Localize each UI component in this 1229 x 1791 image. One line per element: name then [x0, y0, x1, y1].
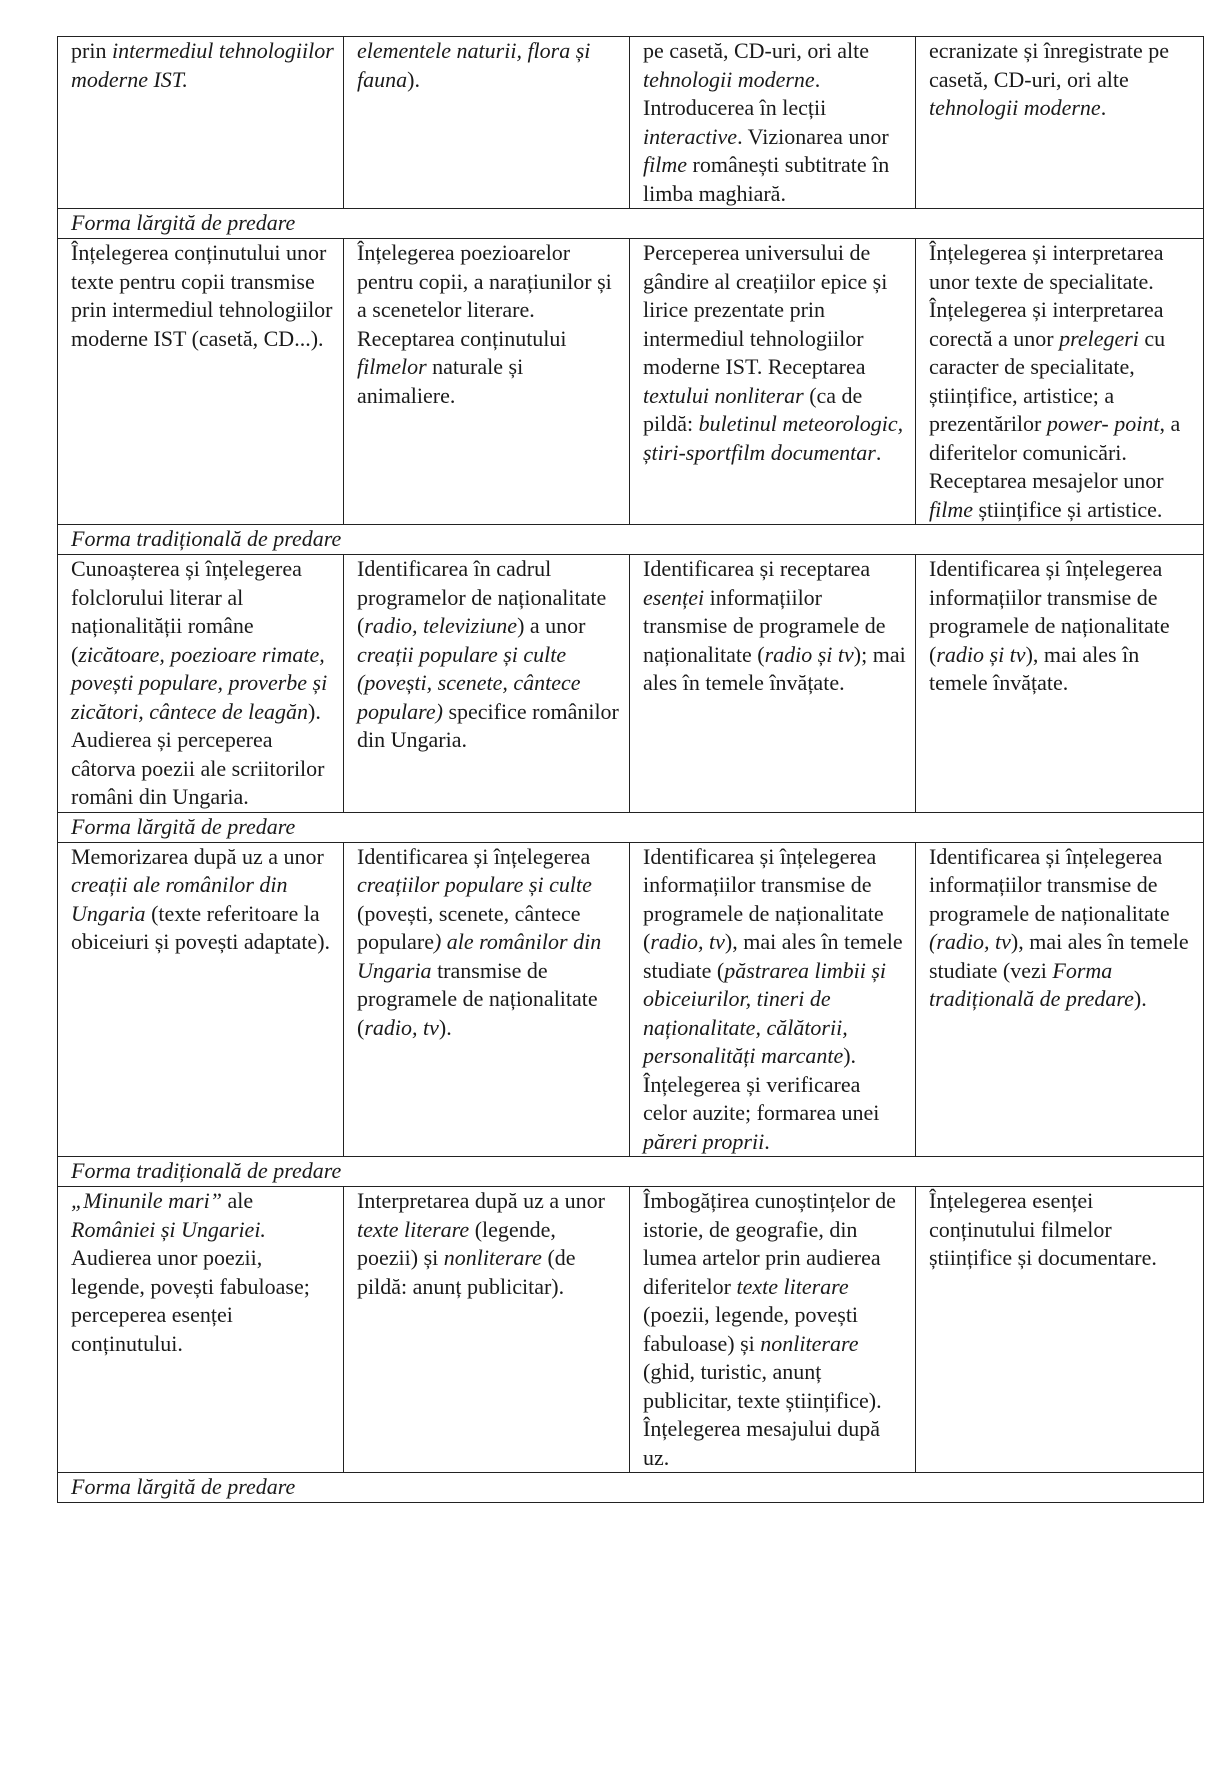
teaching-form-label: Forma tradițională de predare: [58, 525, 1204, 555]
table-cell-col-2: [344, 555, 630, 813]
table-cell-col-2: [344, 842, 630, 1157]
cell-text: Identificarea și receptarea: [643, 556, 871, 581]
cell-text: . Introducerea în lecții: [643, 66, 827, 120]
italic-text: (radio, tv: [929, 929, 1011, 954]
table-cell-col-3: [630, 842, 916, 1157]
table-cell-col-3: [630, 1187, 916, 1473]
table-cell-col-3: [630, 37, 916, 209]
table-cell-col-3: [630, 239, 916, 525]
table-cell-col-1: [58, 239, 344, 525]
cell-text: ale: [227, 1188, 254, 1213]
table-cell-col-3: [630, 555, 916, 813]
cell-text: Cunoașterea și înțelegerea folclorului literar al naționalității române (: [71, 556, 302, 667]
table-row: [58, 1187, 1204, 1473]
table-row: [58, 555, 1204, 813]
italic-text: film documentar: [731, 439, 876, 465]
italic-text: păreri proprii: [643, 1128, 765, 1154]
cell-text: Înțelegerea conținutului unor texte pentru copii transmise prin intermediul tehnologiilor moderne IST (casetă, CD...).: [71, 240, 333, 351]
teaching-form-label: Forma lărgită de predare: [58, 1473, 1204, 1503]
teaching-form-row: [58, 525, 1204, 555]
italic-text: power- point: [1046, 411, 1160, 436]
table-row: [58, 37, 1204, 209]
table-cell-col-4: [916, 842, 1204, 1157]
cell-text: (poezii, legende, povești fabuloase) și: [643, 1302, 859, 1356]
table-cell-col-4: [916, 1187, 1204, 1473]
cell-text: ).: [843, 1043, 857, 1068]
cell-text: specifice românilor din Ungaria.: [357, 698, 619, 752]
cell-text: ), mai ales în temele învățate.: [929, 641, 1140, 695]
italic-text: filmelor: [357, 354, 427, 379]
cell-text: Identificarea și înțelegerea informațiilor transmise de programele de naționalitate (: [643, 843, 884, 954]
cell-text: cu caracter de specialitate, științifice, artistice; a prezentărilor: [929, 325, 1166, 436]
italic-text: nonliterare: [760, 1330, 859, 1356]
italic-text: filme: [929, 496, 973, 522]
cell-text: Identificarea în cadrul programelor de naționalitate (: [357, 556, 607, 638]
cell-text: Perceperea universului de gândire al creațiilor epice și lirice prezentate prin intermediul tehnologiilor moderne IST. Receptarea: [643, 240, 888, 379]
italic-text: nonliterare: [443, 1245, 542, 1270]
italic-text: radio, tv: [650, 929, 725, 954]
cell-text: .: [764, 1128, 770, 1154]
italic-text: păstrarea limbii și obiceiurilor, tineri de naționalitate, călătorii, personalități marcante: [643, 957, 887, 1068]
teaching-form-label: Forma lărgită de predare: [58, 812, 1204, 842]
italic-text: intermediul tehnologiilor moderne IST.: [71, 38, 334, 92]
teaching-form-row: [58, 209, 1204, 239]
italic-text: „Minunile mari”: [71, 1188, 228, 1213]
italic-text: ) ale românilor din Ungaria: [357, 929, 602, 983]
cell-text: Îmbogățirea cunoștințelor de istorie, de geografie, din lumea artelor prin audierea diferitelor: [643, 1188, 896, 1299]
curriculum-table: [57, 36, 1204, 1503]
cell-text: Înțelegerea poezioarelor pentru copii, a narațiunilor și a scenetelor literare. Receptarea conținutului: [357, 240, 612, 351]
italic-text: textului nonliterar: [643, 382, 804, 408]
table-cell-col-2: [344, 239, 630, 525]
cell-text: științifice și artistice.: [973, 496, 1163, 522]
cell-text: Înțelegerea și interpretarea corectă a unor: [929, 297, 1164, 351]
teaching-form-label: Forma lărgită de predare: [58, 209, 1204, 239]
table-cell-col-4: [916, 37, 1204, 209]
teaching-form-row: [58, 1157, 1204, 1187]
italic-text: filme: [643, 152, 687, 177]
cell-text: românești subtitrate în limba maghiară.: [643, 152, 890, 206]
teaching-form-row: [58, 1473, 1204, 1503]
italic-text: creații ale românilor din Ungaria: [71, 872, 288, 926]
cell-text: (povești, scenete, cântece populare: [357, 900, 581, 954]
italic-text: radio și tv: [764, 641, 854, 667]
cell-text: prin: [71, 38, 112, 63]
italic-text: esenței: [643, 584, 705, 610]
cell-text: transmise de programele de naționalitate (: [357, 957, 598, 1040]
cell-text: (ghid, turistic, anunț publicitar, texte științifice). Înțelegerea mesajului după uz.: [643, 1359, 882, 1470]
cell-text: (de pildă: anunț publicitar).: [357, 1245, 576, 1299]
cell-text: .: [1100, 95, 1107, 120]
cell-text: .: [875, 439, 882, 465]
cell-text: ).: [407, 66, 420, 92]
table-cell-col-1: [58, 555, 344, 813]
italic-text: prelegeri: [1059, 325, 1139, 351]
cell-text: Memorizarea după uz a unor: [71, 843, 324, 869]
table-cell-col-1: [58, 842, 344, 1157]
table-cell-col-4: [916, 239, 1204, 525]
table-cell-col-4: [916, 555, 1204, 813]
cell-text: Identificarea și înțelegerea informațiilor transmise de programele de naționalitate (: [929, 556, 1170, 667]
italic-text: Forma tradițională de predare: [929, 957, 1134, 1011]
cell-text: ); mai ales în temele învățate.: [643, 641, 906, 695]
cell-text: Audierea unor poezii, legende, povești fabuloase; perceperea esenței conținutului.: [71, 1245, 310, 1356]
italic-text: elementele naturii, flora și fauna: [357, 38, 591, 92]
teaching-form-label: Forma tradițională de predare: [58, 1157, 1204, 1187]
italic-text: radio, televiziune: [364, 613, 518, 638]
italic-text: texte literare: [357, 1216, 470, 1242]
cell-text: Înțelegerea și interpretarea unor texte de specialitate.: [929, 240, 1164, 294]
cell-text: ), mai ales în temele studiate (vezi: [929, 929, 1189, 983]
cell-text: ecranizate și înregistrate pe casetă, CD-uri, ori alte: [929, 38, 1170, 92]
cell-text: (ca de pildă:: [643, 382, 863, 436]
table-cell-col-1: [58, 37, 344, 209]
italic-text: buletinul meteorologic, știri-sport: [643, 411, 904, 465]
italic-text: creații populare și culte (povești, scenete, cântece populare): [357, 641, 581, 724]
cell-text: ).: [438, 1014, 452, 1040]
cell-text: Interpretarea după uz a unor: [357, 1188, 605, 1213]
teaching-form-row: [58, 812, 1204, 842]
cell-text: pe casetă, CD-uri, ori alte: [643, 38, 870, 63]
table-cell-col-1: [58, 1187, 344, 1473]
table-cell-col-2: [344, 1187, 630, 1473]
cell-text: ).: [308, 698, 321, 724]
cell-text: . Vizionarea unor: [737, 123, 889, 149]
italic-text: zicătoare, poezioare rimate, povești populare, proverbe și zicători, cântece de leagăn: [71, 641, 328, 724]
cell-text: Înțelegerea esenței conținutului filmelor științifice și documentare.: [929, 1188, 1157, 1270]
italic-text: creațiilor populare și culte: [357, 872, 592, 897]
cell-text: , a diferitelor comunicări.: [929, 411, 1181, 465]
cell-text: naturale și animaliere.: [357, 354, 524, 408]
cell-text: Înțelegerea și verificarea celor auzite; formarea unei: [643, 1071, 880, 1125]
italic-text: radio și tv: [936, 641, 1026, 667]
cell-text: ).: [1133, 986, 1147, 1011]
table-row: [58, 239, 1204, 525]
italic-text: tehnologii moderne: [929, 95, 1101, 120]
cell-text: ) a unor: [517, 613, 586, 638]
table-cell-col-2: [344, 37, 630, 209]
cell-text: ), mai ales în temele studiate (: [643, 929, 903, 983]
italic-text: interactive: [643, 123, 738, 149]
cell-text: Identificarea și înțelegerea: [357, 843, 591, 869]
italic-text: radio, tv: [364, 1014, 439, 1040]
italic-text: României și Ungariei.: [71, 1216, 266, 1242]
cell-text: (texte referitoare la obiceiuri și povești adaptate).: [71, 900, 331, 954]
cell-text: Audierea și perceperea câtorva poezii ale scriitorilor români din Ungaria.: [71, 727, 325, 809]
cell-text: Receptarea mesajelor unor: [929, 468, 1164, 493]
cell-text: informațiilor transmise de programele de naționalitate (: [643, 584, 886, 667]
cell-text: (legende, poezii) și: [357, 1216, 556, 1270]
italic-text: texte literare: [736, 1273, 849, 1299]
table-row: [58, 842, 1204, 1157]
cell-text: Identificarea și înțelegerea informațiilor transmise de programele de naționalitate: [929, 843, 1170, 926]
italic-text: tehnologii moderne: [643, 66, 815, 92]
